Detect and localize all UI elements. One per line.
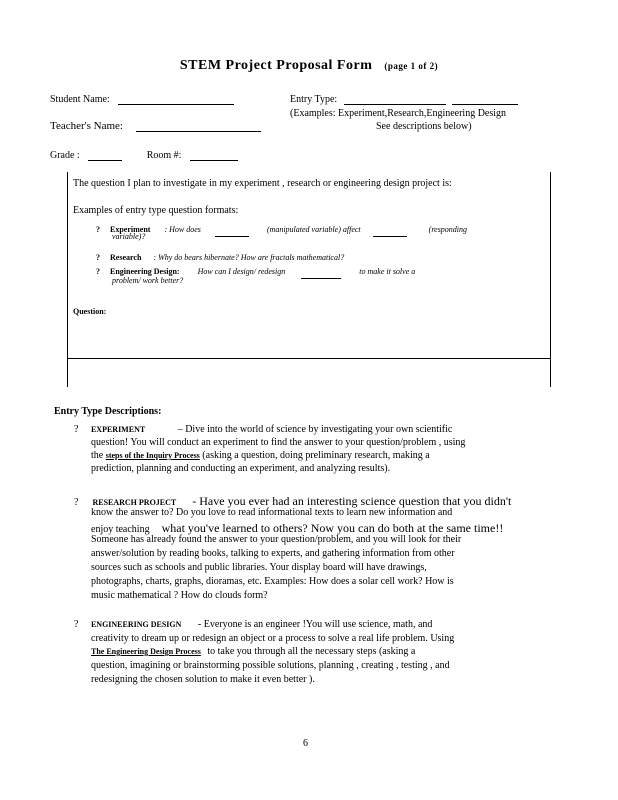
engineering-label: ENGINEERING DESIGN bbox=[90, 620, 182, 629]
experiment-desc-line1 bbox=[74, 424, 452, 435]
experiment-label: EXPERIMENT bbox=[90, 425, 146, 434]
engineering-text-1: - Everyone is an engineer !You will use science, math, and bbox=[197, 619, 433, 630]
engineering-desc-line4: question, imagining or brainstorming possible solutions, planning , creating , testing , and bbox=[91, 660, 450, 671]
research-desc-line7: photographs, charts, graphs, dioramas, etc. Examples: How does a solar cell work? How is bbox=[91, 576, 454, 587]
entry-type-field[interactable] bbox=[344, 104, 446, 105]
example-research-label: Research bbox=[110, 253, 142, 262]
page-number: 6 bbox=[303, 738, 308, 749]
grade-row bbox=[50, 150, 238, 161]
entry-type-label: Entry Type: bbox=[290, 94, 338, 105]
example-engineering-label: Engineering Design: bbox=[110, 267, 180, 276]
engineering-desc-line5: redesigning the chosen solution to make it even better ). bbox=[91, 674, 315, 685]
teacher-name-row bbox=[50, 120, 261, 132]
inquiry-process-link[interactable]: steps of the Inquiry Process bbox=[105, 451, 200, 460]
entry-type-examples: (Examples: Experiment,Research,Engineering Design bbox=[290, 108, 507, 119]
teacher-name-label: Teacher's Name: bbox=[50, 120, 123, 132]
page-title bbox=[0, 58, 618, 74]
experiment-text-3-post: (asking a question, doing preliminary research, making a bbox=[202, 450, 430, 461]
research-desc-line2: know the answer to? Do you love to read informational texts to learn new information and bbox=[91, 507, 453, 518]
example-experiment-text-a: : How does bbox=[164, 225, 201, 234]
engineering-desc-line3 bbox=[91, 646, 415, 657]
student-name-label: Student Name: bbox=[50, 94, 110, 105]
question-intro: The question I plan to investigate in my experiment , research or engineering design project is: bbox=[73, 178, 452, 189]
experiment-text-3-pre: the bbox=[91, 450, 104, 461]
bullet: ? bbox=[74, 619, 79, 630]
research-desc-line5: answer/solution by reading books, talking to experts, and gathering information from other bbox=[91, 548, 455, 559]
example-engineering-text-c: problem/ work better? bbox=[112, 276, 184, 285]
title-main: STEM Project Proposal Form bbox=[179, 58, 373, 73]
research-desc-line6: sources such as schools and public libraries. Your display board will have drawings, bbox=[91, 562, 427, 573]
example-experiment-text-b: (manipulated variable) affect bbox=[266, 225, 361, 234]
bullet: ? bbox=[74, 424, 79, 435]
room-label: Room #: bbox=[146, 150, 182, 161]
example-bullet: ? bbox=[96, 267, 100, 276]
teacher-name-field[interactable] bbox=[136, 131, 261, 132]
examples-label: Examples of entry type question formats: bbox=[73, 205, 239, 216]
engineering-text-3-post: to take you through all the necessary steps (asking a bbox=[207, 646, 416, 657]
descriptions-heading: Entry Type Descriptions: bbox=[54, 406, 162, 417]
room-field[interactable] bbox=[190, 160, 238, 161]
research-text-1: - Have you ever had an interesting science question that you didn't bbox=[192, 494, 512, 508]
example-blank bbox=[373, 236, 407, 237]
grade-label: Grade : bbox=[50, 150, 80, 161]
example-bullet: ? bbox=[96, 253, 100, 262]
research-desc-line8: music mathematical ? How do clouds form? bbox=[91, 590, 268, 601]
entry-type-field-2[interactable] bbox=[452, 104, 518, 105]
example-blank bbox=[301, 278, 341, 279]
grade-field[interactable] bbox=[88, 160, 122, 161]
example-research-text: : Why do bears hibernate? How are fractals mathematical? bbox=[153, 253, 345, 262]
example-experiment-label: Experiment bbox=[110, 225, 151, 234]
bullet: ? bbox=[74, 497, 79, 508]
experiment-desc-line3 bbox=[91, 450, 430, 461]
research-label: RESEARCH PROJECT bbox=[92, 498, 177, 507]
engineering-desc-line2: creativity to dream up or redesign an object or a process to solve a real life problem. Using bbox=[91, 633, 455, 644]
engineering-design-process-link[interactable]: The Engineering Design Process bbox=[91, 647, 201, 656]
student-name-field[interactable] bbox=[118, 104, 234, 105]
entry-type-row bbox=[290, 94, 518, 105]
question-box-divider bbox=[68, 358, 550, 359]
example-experiment bbox=[96, 219, 467, 237]
research-text-3a: enjoy teaching bbox=[91, 524, 150, 535]
example-engineering-text-b: to make it solve a bbox=[359, 267, 416, 276]
question-label: Question: bbox=[73, 307, 107, 316]
student-name-row bbox=[50, 94, 234, 105]
example-experiment-text-c: (responding bbox=[428, 225, 468, 234]
experiment-desc-line2: question! You will conduct an experiment to find the answer to your question/problem , using bbox=[91, 437, 466, 448]
experiment-text-1: – Dive into the world of science by investigating your own scientific bbox=[177, 424, 453, 435]
example-experiment-text-d: variable)? bbox=[112, 232, 146, 241]
example-blank bbox=[215, 236, 249, 237]
question-answer-area[interactable] bbox=[110, 300, 540, 350]
entry-type-see: See descriptions below) bbox=[376, 121, 472, 132]
example-engineering-text-a: How can I design/ redesign bbox=[197, 267, 286, 276]
example-bullet: ? bbox=[96, 225, 100, 234]
research-desc-line4: Someone has already found the answer to your question/problem, and you will look for their bbox=[91, 534, 462, 545]
engineering-desc-line1 bbox=[74, 619, 432, 630]
research-text-3b: what you've learned to others? Now you can do both at the same time!! bbox=[161, 521, 504, 535]
title-page-indicator: (page 1 of 2) bbox=[384, 61, 439, 71]
experiment-desc-line4: prediction, planning and conducting an experiment, and analyzing results). bbox=[91, 463, 391, 474]
